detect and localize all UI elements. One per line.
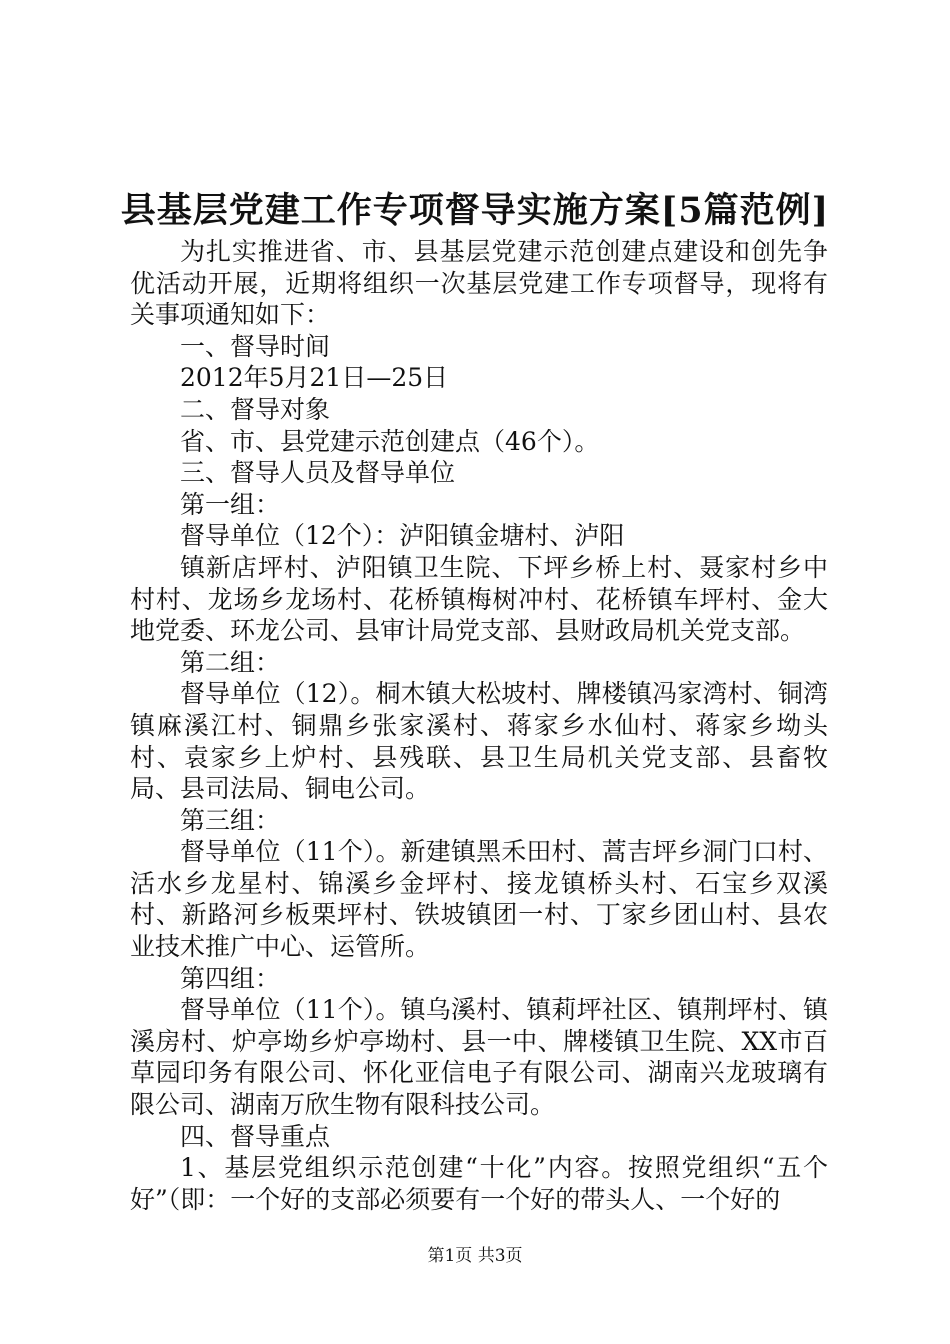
paragraph-date: 2012年5月21日—25日 xyxy=(180,363,449,393)
page-footer: 第1页 共3页 xyxy=(427,1246,523,1266)
group-4-label: 第四组： xyxy=(180,963,281,993)
group-1-units: 镇新店坪村、泸阳镇卫生院、下坪乡桥上村、聂家村乡中村村、龙场乡龙场村、花桥镇梅树冲村、花桥镇车坪村、金大地党委、环龙公司、县审计局党支部、县财政局机关党支部。 xyxy=(130,552,828,646)
group-1-units-line: 督导单位（12个）：泸阳镇金塘村、泸阳 xyxy=(180,521,625,551)
document-body xyxy=(130,236,828,1215)
group-3-units: 督导单位（11个）。新建镇黑禾田村、蒿吉坪乡洞门口村、活水乡龙星村、锦溪乡金坪村、接龙镇桥头村、石宝乡双溪村、新路河乡板栗坪村、铁坡镇团一村、丁家乡团山村、县农业技术推广中心、运管所。 xyxy=(130,837,828,962)
paragraph-intro: 为扎实推进省、市、县基层党建示范创建点建设和创先争优活动开展，近期将组织一次基层党建工作专项督导，现将有关事项通知如下： xyxy=(130,237,828,330)
group-3-label: 第三组： xyxy=(180,805,281,835)
group-4-units: 督导单位（11个）。镇乌溪村、镇莉坪社区、镇荆坪村、镇溪房村、炉亭坳乡炉亭坳村、县一中、牌楼镇卫生院、XX市百草园印务有限公司、怀化亚信电子有限公司、湖南兴龙玻璃有限公司、湖南万欣生物有限科技公司。 xyxy=(130,995,828,1120)
section-heading-targets: 二、督导对象 xyxy=(180,394,331,424)
section-heading-personnel: 三、督导人员及督导单位 xyxy=(180,458,456,488)
paragraph-targets: 省、市、县党建示范创建点（46个）。 xyxy=(180,426,600,456)
document-title: 县基层党建工作专项督导实施方案[5篇范例] xyxy=(120,190,830,231)
section-heading-focus: 四、督导重点 xyxy=(180,1121,331,1151)
group-2-label: 第二组： xyxy=(180,647,281,677)
section-heading-time: 一、督导时间 xyxy=(180,331,331,361)
group-1-label: 第一组： xyxy=(180,489,281,519)
group-2-units: 督导单位（12）。桐木镇大松坡村、牌楼镇冯家湾村、铜湾镇麻溪江村、铜鼎乡张家溪村、蒋家乡水仙村、蒋家乡坳头村、袁家乡上炉村、县残联、县卫生局机关党支部、县畜牧局、县司法局、铜电公司。 xyxy=(130,679,828,804)
paragraph-focus-1: 1、基层党组织示范创建“十化”内容。按照党组织“五个好”（即：一个好的支部必须要有一个好的带头人、一个好的 xyxy=(130,1153,828,1214)
